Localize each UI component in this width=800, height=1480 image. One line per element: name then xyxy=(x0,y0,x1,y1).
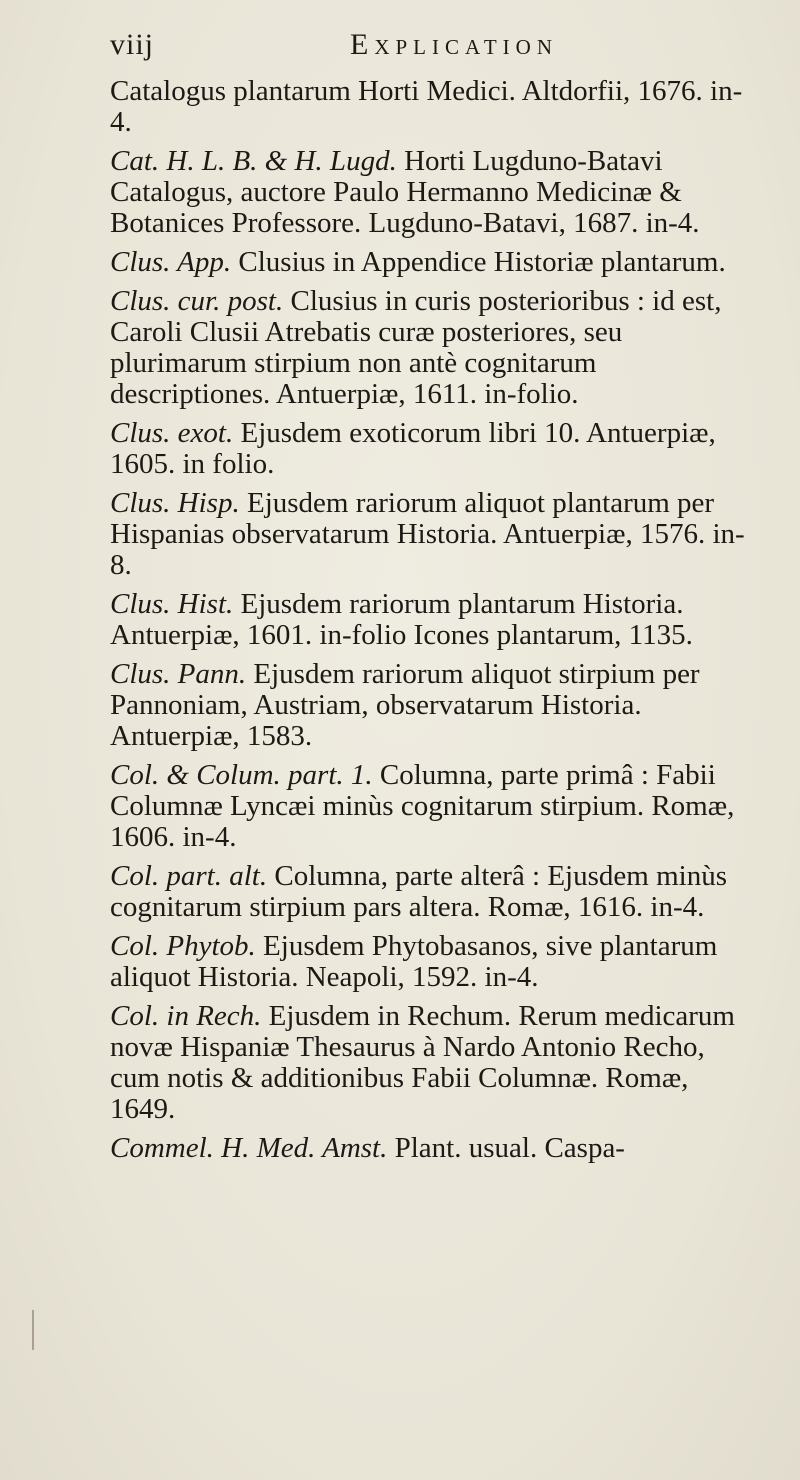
running-title: Explication xyxy=(350,28,558,61)
bibliography-list xyxy=(110,76,760,1172)
entry-text: Ejusdem in Rechum. Rerum medicarum novæ Hispaniæ Thesaurus à Nardo Antonio Recho, cum notis & additionibus Fabii Columnæ. Romæ, 1649. xyxy=(110,1000,735,1125)
bibliography-entry xyxy=(110,861,760,923)
bibliography-entry xyxy=(110,76,760,138)
entry-abbreviation: Clus. exot. xyxy=(110,417,241,449)
entry-text: Ejusdem exoticorum libri 10. Antuerpiæ, 1605. in folio. xyxy=(110,417,716,480)
entry-abbreviation: Commel. H. Med. Amst. xyxy=(110,1132,395,1164)
entry-text: Horti Lugduno-Batavi Catalogus, auctore Paulo Hermanno Medicinæ & Botanices Professore. Lugduno-Batavi, 1687. in-4. xyxy=(110,145,700,239)
entry-text: Ejusdem Phytobasanos, sive plantarum aliquot Historia. Neapoli, 1592. in-4. xyxy=(110,930,718,993)
bibliography-entry xyxy=(110,1133,760,1164)
entry-text: Clusius in curis posterioribus : id est, Caroli Clusii Atrebatis curæ posteriores, seu plurimarum stirpium non antè cognitarum descriptiones. Antuerpiæ, 1611. in-folio. xyxy=(110,285,722,410)
entry-text: Columna, parte alterâ : Ejusdem minùs cognitarum stirpium pars altera. Romæ, 1616. in-4. xyxy=(110,860,727,923)
margin-mark xyxy=(32,1310,34,1350)
entry-abbreviation: Col. part. alt. xyxy=(110,860,275,892)
entry-text: Ejusdem rariorum aliquot plantarum per Hispanias observatarum Historia. Antuerpiæ, 1576. in-8. xyxy=(110,487,745,581)
entry-abbreviation: Clus. Hist. xyxy=(110,588,241,620)
bibliography-entry xyxy=(110,146,760,239)
entry-abbreviation: Clus. App. xyxy=(110,246,239,278)
entry-abbreviation: Clus. Hisp. xyxy=(110,487,247,519)
entry-text: Plant. usual. Caspa- xyxy=(394,1132,625,1164)
bibliography-entry xyxy=(110,659,760,752)
entry-abbreviation: Cat. H. L. B. & H. Lugd. xyxy=(110,145,405,177)
entry-abbreviation: Clus. Pann. xyxy=(110,658,254,690)
bibliography-entry xyxy=(110,760,760,853)
entry-text: Columna, parte primâ : Fabii Columnæ Lyncæi minùs cognitarum stirpium. Romæ, 1606. in-4. xyxy=(110,759,735,853)
bibliography-entry xyxy=(110,488,760,581)
bibliography-entry xyxy=(110,931,760,993)
entry-abbreviation: Col. in Rech. xyxy=(110,1000,269,1032)
page-number: viij xyxy=(110,28,155,61)
entry-abbreviation: Col. & Colum. part. 1. xyxy=(110,759,380,791)
bibliography-entry xyxy=(110,589,760,651)
entry-text: Catalogus plantarum Horti Medici. Altdorfii, 1676. in-4. xyxy=(110,75,743,138)
entry-abbreviation: Col. Phytob. xyxy=(110,930,264,962)
bibliography-entry xyxy=(110,418,760,480)
bibliography-entry xyxy=(110,247,760,278)
entry-abbreviation: Clus. cur. post. xyxy=(110,285,291,317)
entry-text: Clusius in Appendice Historiæ plantarum. xyxy=(238,246,726,278)
page-header xyxy=(110,28,750,68)
bibliography-entry xyxy=(110,1001,760,1125)
entry-text: Ejusdem rariorum plantarum Historia. Antuerpiæ, 1601. in-folio Icones plantarum, 1135. xyxy=(110,588,693,651)
bibliography-entry xyxy=(110,286,760,410)
entry-text: Ejusdem rariorum aliquot stirpium per Pannoniam, Austriam, observatarum Historia. Antuerpiæ, 1583. xyxy=(110,658,700,752)
